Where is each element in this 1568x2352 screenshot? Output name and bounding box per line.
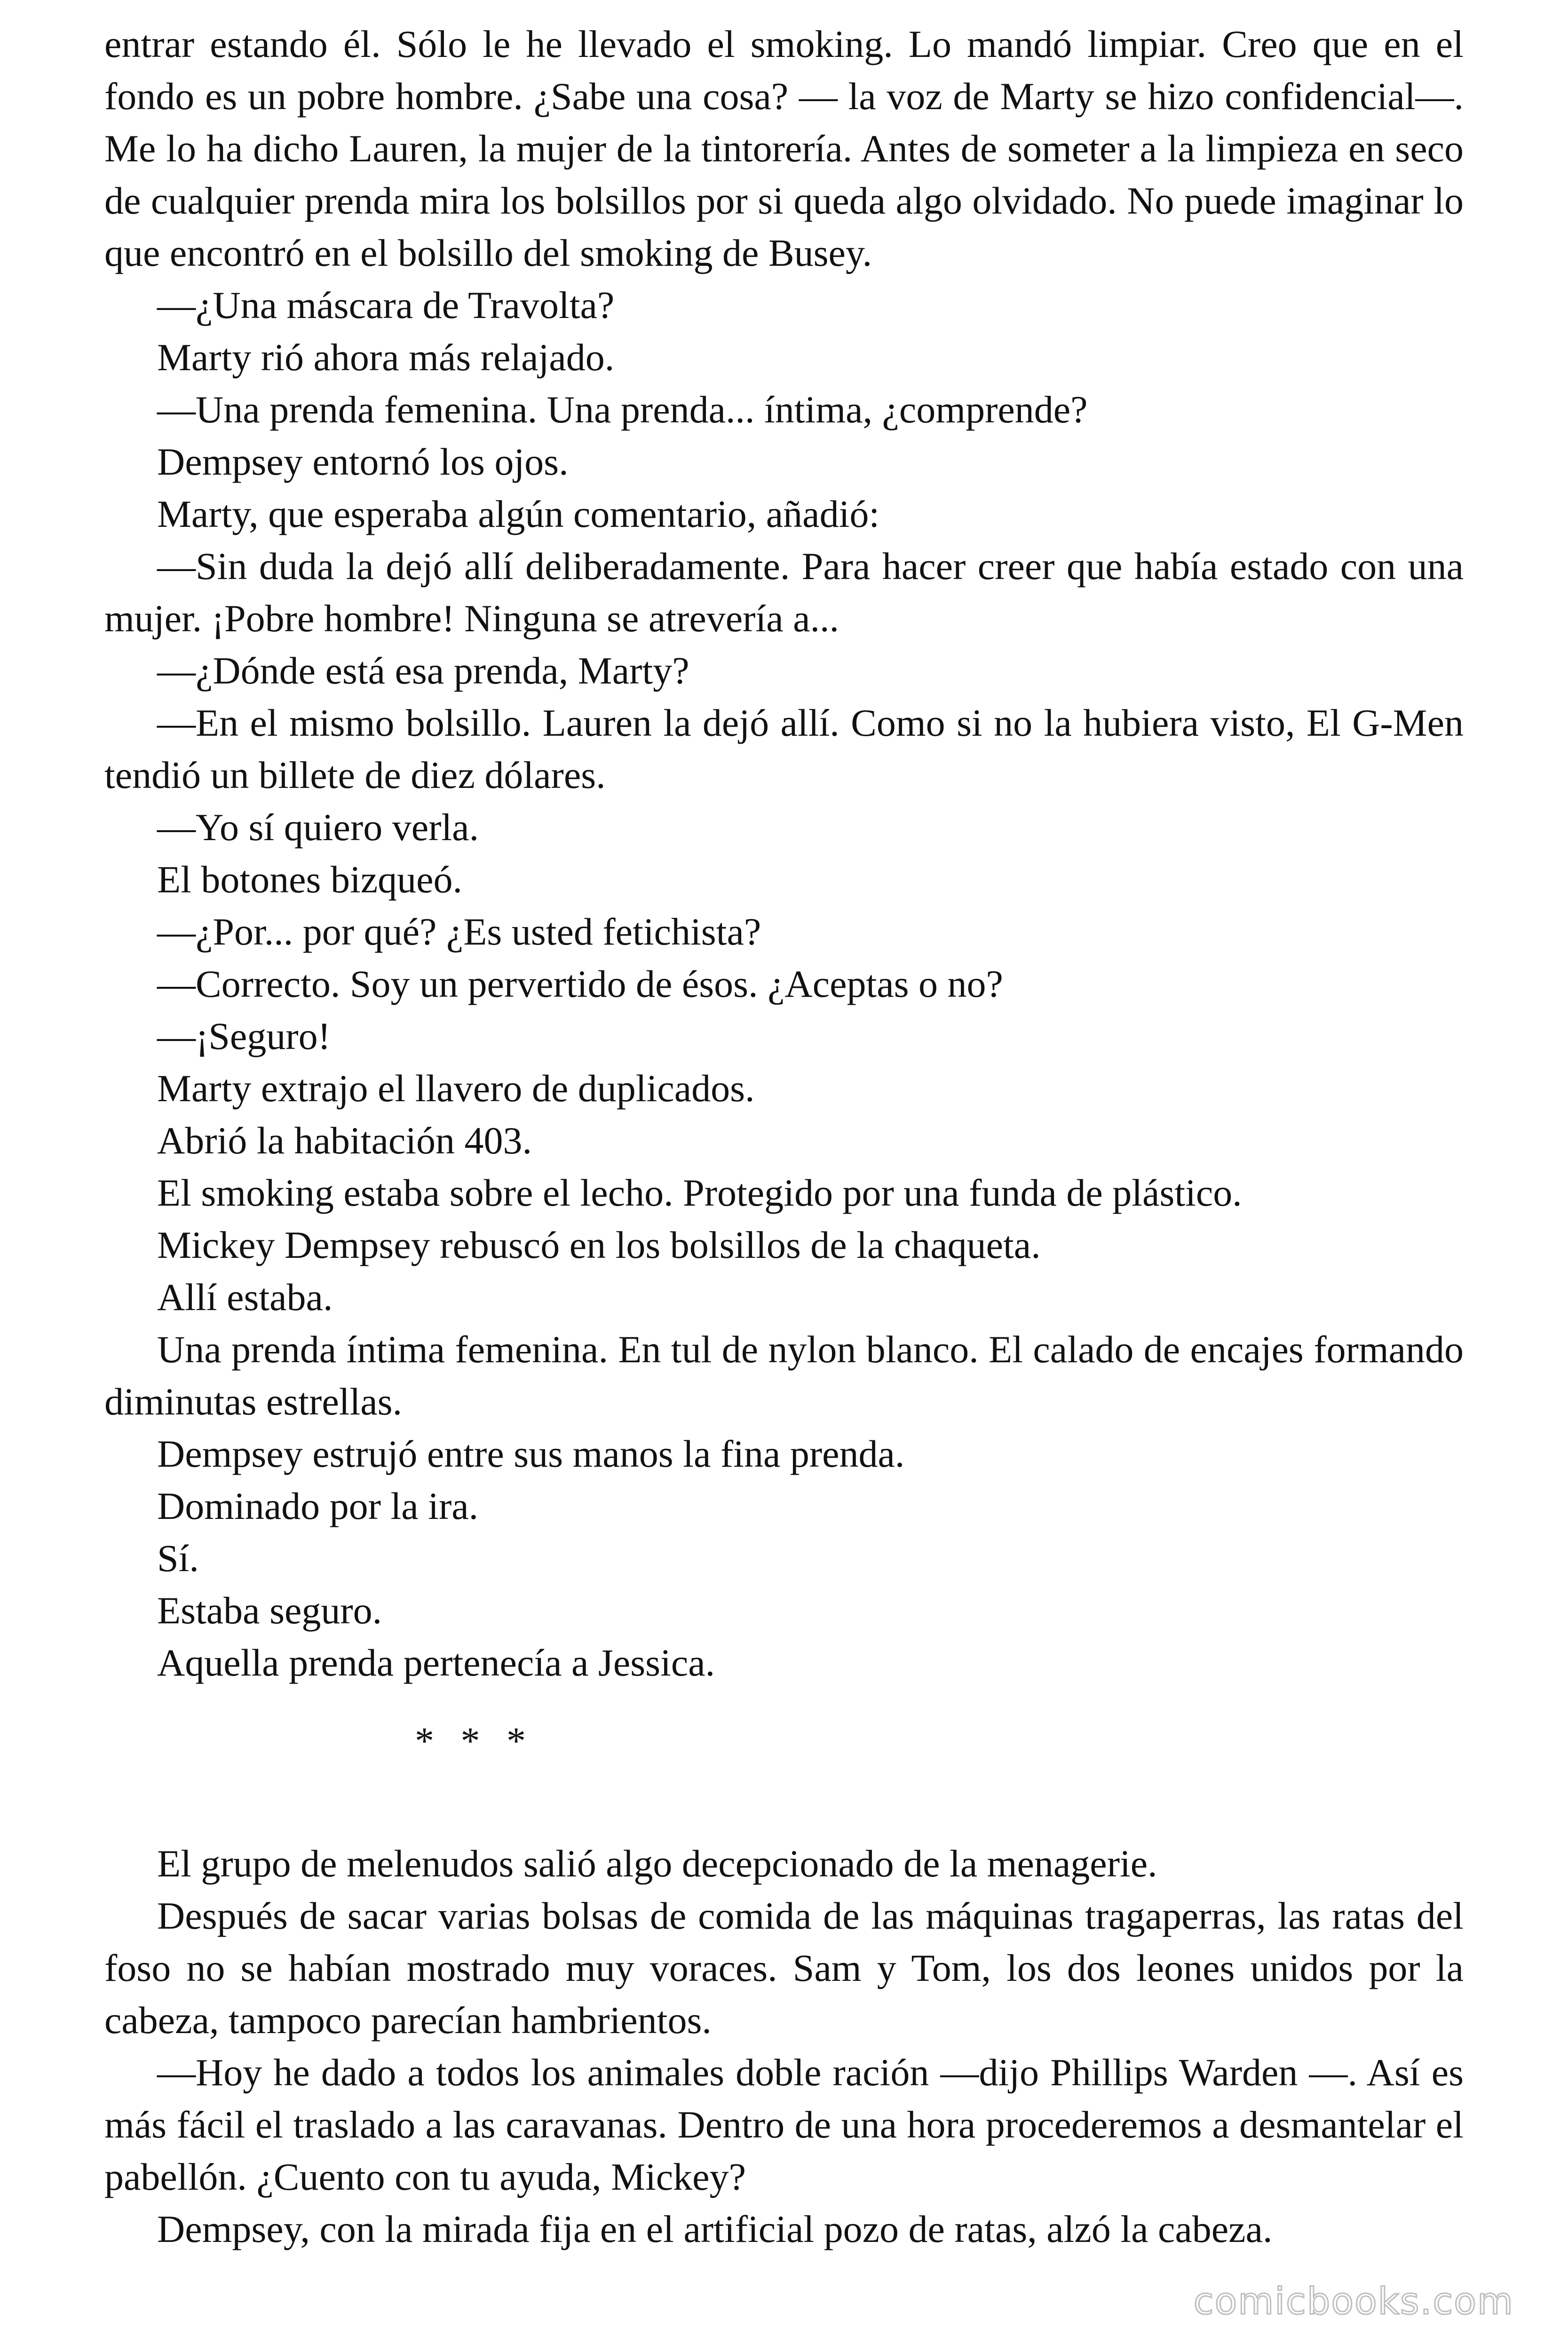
paragraph: Dempsey estrujó entre sus manos la fina prenda. xyxy=(157,1432,905,1475)
paragraph: Una prenda íntima femenina. En tul de nylon blanco. El calado de encajes formando diminutas estrellas. xyxy=(104,1328,1464,1423)
paragraph: El smoking estaba sobre el lecho. Protegido por una funda de plástico. xyxy=(157,1171,1242,1214)
paragraph: —Correcto. Soy un pervertido de ésos. ¿Aceptas o no? xyxy=(157,962,1003,1005)
paragraph: —Una prenda femenina. Una prenda... íntima, ¿comprende? xyxy=(157,388,1088,431)
paragraph: Sí. xyxy=(157,1537,199,1580)
paragraph: —¿Una máscara de Travolta? xyxy=(157,284,615,326)
paragraph: —¡Seguro! xyxy=(157,1015,331,1057)
paragraph: El botones bizqueó. xyxy=(157,858,463,901)
paragraph: Abrió la habitación 403. xyxy=(157,1119,532,1162)
paragraph: Estaba seguro. xyxy=(157,1589,382,1632)
book-page xyxy=(104,18,1464,2255)
paragraph: —En el mismo bolsillo. Lauren la dejó allí. Como si no la hubiera visto, El G-Men tendió un billete de diez dólares. xyxy=(104,701,1464,796)
paragraph: Mickey Dempsey rebuscó en los bolsillos de la chaqueta. xyxy=(157,1224,1041,1266)
paragraph: Marty, que esperaba algún comentario, añadió: xyxy=(157,493,880,535)
paragraph: Dempsey, con la mirada fija en el artificial pozo de ratas, alzó la cabeza. xyxy=(157,2208,1273,2250)
paragraph: Marty extrajo el llavero de duplicados. xyxy=(157,1067,755,1110)
section-separator: * * * xyxy=(415,1719,534,1762)
watermark-logo: comicbooks.com xyxy=(1193,2280,1514,2323)
paragraph: Dominado por la ira. xyxy=(157,1485,479,1527)
paragraph: Marty rió ahora más relajado. xyxy=(157,336,615,379)
paragraph: —Sin duda la dejó allí deliberadamente. Para hacer creer que había estado con una mujer. ¡Pobre hombre! Ninguna se atrevería a... xyxy=(104,545,1464,640)
paragraph: —¿Por... por qué? ¿Es usted fetichista? xyxy=(157,910,761,953)
paragraph: Después de sacar varias bolsas de comida de las máquinas tragaperras, las ratas del foso no se habían mostrado muy voraces. Sam y Tom, los dos leones unidos por la cabeza, tampoco parecían hambrientos. xyxy=(104,1894,1464,2042)
paragraph: Dempsey entornó los ojos. xyxy=(157,440,569,483)
paragraph: —Hoy he dado a todos los animales doble ración —dijo Phillips Warden —. Así es más fácil el traslado a las caravanas. Dentro de una hora procederemos a desmantelar el pabellón. ¿Cuento con tu ayuda, Mickey? xyxy=(104,2051,1464,2198)
paragraph: Allí estaba. xyxy=(157,1276,333,1319)
paragraph: Aquella prenda pertenecía a Jessica. xyxy=(157,1641,715,1684)
paragraph: El grupo de melenudos salió algo decepcionado de la menagerie. xyxy=(157,1842,1157,1885)
paragraph: entrar estando él. Sólo le he llevado el smoking. Lo mandó limpiar. Creo que en el fondo es un pobre hombre. ¿Sabe una cosa? — la voz de Marty se hizo confidencial—. Me lo ha dicho Lauren, la mujer de la tintorería. Antes de someter a la limpieza en seco de cualquier prenda mira los bolsillos por si queda algo olvidado. No puede imaginar lo que encontró en el bolsillo del smoking de Busey. xyxy=(104,23,1464,274)
paragraph: —Yo sí quiero verla. xyxy=(157,806,479,849)
paragraph: —¿Dónde está esa prenda, Marty? xyxy=(157,649,689,692)
